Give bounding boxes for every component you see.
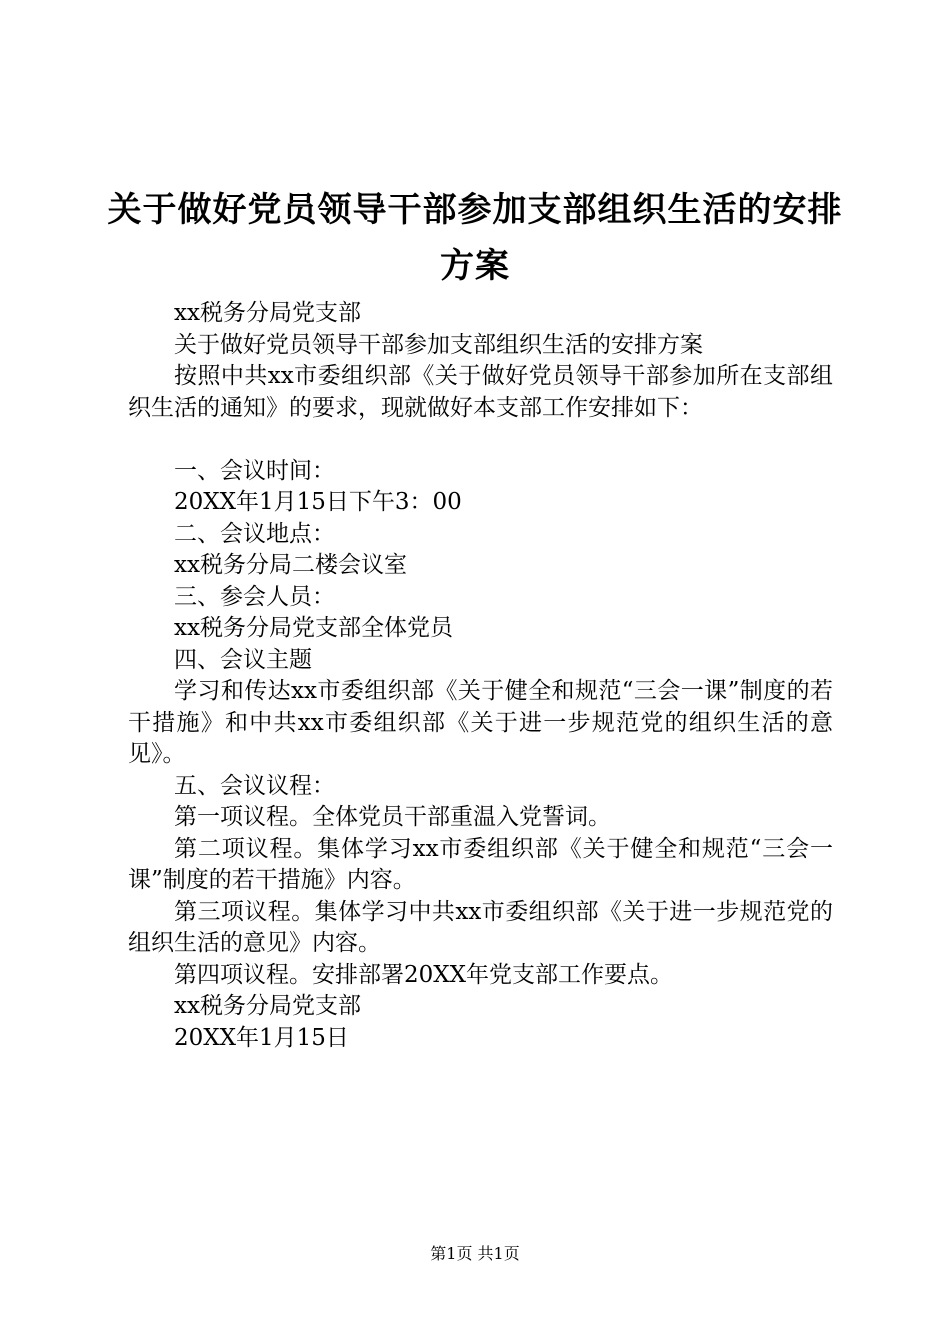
agenda-item-1: 第一项议程。全体党员干部重温入党誓词。 xyxy=(174,804,611,830)
paragraph-intro: 按照中共xx市委组织部《关于做好党员领导干部参加所在支部组织生活的通知》的要求，现就做好本支部工作安排如下： xyxy=(128,363,833,421)
paragraph-meeting-location: xx税务分局二楼会议室 xyxy=(174,552,407,578)
section-heading-agenda: 五、会议议程： xyxy=(174,772,335,799)
section-heading-location: 二、会议地点： xyxy=(174,520,335,547)
document-body xyxy=(128,298,833,1054)
paragraph-meeting-time: 20XX年1月15日下午3：00 xyxy=(174,489,462,515)
agenda-item-3: 第三项议程。集体学习中共xx市委组织部《关于进一步规范党的组织生活的意见》内容。 xyxy=(128,898,833,956)
section-heading-theme: 四、会议主题 xyxy=(174,646,312,673)
signature-org: xx税务分局党支部 xyxy=(174,993,361,1019)
section-heading-attendees: 三、参会人员： xyxy=(174,583,335,610)
agenda-item-4: 第四项议程。安排部署20XX年党支部工作要点。 xyxy=(174,961,674,988)
signature-date: 20XX年1月15日 xyxy=(174,1024,349,1051)
page-footer: 第1页 共1页 xyxy=(430,1244,520,1263)
paragraph-org-name: xx税务分局党支部 xyxy=(174,300,361,326)
agenda-item-2: 第二项议程。集体学习xx市委组织部《关于健全和规范“三会一课”制度的若干措施》内容。 xyxy=(128,835,833,893)
paragraph-theme: 学习和传达xx市委组织部《关于健全和规范“三会一课”制度的若干措施》和中共xx市委组织部《关于进一步规范党的组织生活的意见》。 xyxy=(128,678,833,767)
paragraph-subtitle: 关于做好党员领导干部参加支部组织生活的安排方案 xyxy=(174,331,703,358)
section-heading-time: 一、会议时间： xyxy=(174,457,335,484)
document-title: 关于做好党员领导干部参加支部组织生活的安排方案 xyxy=(107,190,843,286)
paragraph-attendees: xx税务分局党支部全体党员 xyxy=(174,615,453,641)
